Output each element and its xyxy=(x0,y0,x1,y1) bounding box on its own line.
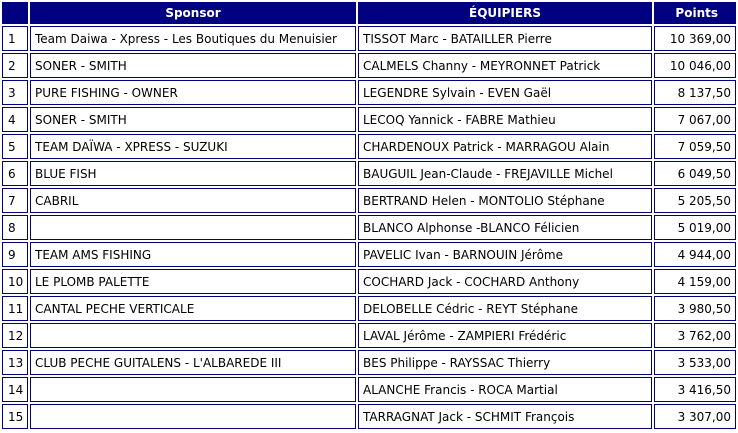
sponsor-cell: SONER - SMITH xyxy=(30,53,356,78)
sponsor-cell: TEAM DAÏWA - XPRESS - SUZUKI xyxy=(30,134,356,159)
points-cell: 4 944,00 xyxy=(654,242,736,267)
points-cell: 10 046,00 xyxy=(654,53,736,78)
sponsor-cell: TEAM AMS FISHING xyxy=(30,242,356,267)
table-row xyxy=(2,188,736,213)
points-cell: 6 049,50 xyxy=(654,161,736,186)
team-cell: DELOBELLE Cédric - REYT Stéphane xyxy=(358,296,652,321)
header-sponsor: Sponsor xyxy=(30,2,356,24)
table-row xyxy=(2,296,736,321)
team-cell: PAVELIC Ivan - BARNOUIN Jérôme xyxy=(358,242,652,267)
rank-cell: 4 xyxy=(2,107,28,132)
table-row xyxy=(2,377,736,402)
header-rank xyxy=(2,2,28,24)
team-cell: TISSOT Marc - BATAILLER Pierre xyxy=(358,26,652,51)
team-cell: LECOQ Yannick - FABRE Mathieu xyxy=(358,107,652,132)
table-row xyxy=(2,107,736,132)
team-cell: BES Philippe - RAYSSAC Thierry xyxy=(358,350,652,375)
sponsor-cell: CABRIL xyxy=(30,188,356,213)
table-row xyxy=(2,26,736,51)
rank-cell: 9 xyxy=(2,242,28,267)
points-cell: 7 059,50 xyxy=(654,134,736,159)
table-body xyxy=(2,26,736,429)
sponsor-cell: LE PLOMB PALETTE xyxy=(30,269,356,294)
rank-cell: 2 xyxy=(2,53,28,78)
rank-cell: 6 xyxy=(2,161,28,186)
team-cell: CHARDENOUX Patrick - MARRAGOU Alain xyxy=(358,134,652,159)
table-row xyxy=(2,53,736,78)
rank-cell: 3 xyxy=(2,80,28,105)
rank-cell: 5 xyxy=(2,134,28,159)
rank-cell: 7 xyxy=(2,188,28,213)
sponsor-cell xyxy=(30,323,356,348)
points-cell: 5 205,50 xyxy=(654,188,736,213)
points-cell: 5 019,00 xyxy=(654,215,736,240)
table-row xyxy=(2,161,736,186)
table-row xyxy=(2,323,736,348)
team-cell: LAVAL Jérôme - ZAMPIERI Frédéric xyxy=(358,323,652,348)
table-row xyxy=(2,404,736,429)
points-cell: 3 762,00 xyxy=(654,323,736,348)
team-cell: ALANCHE Francis - ROCA Martial xyxy=(358,377,652,402)
header-points: Points xyxy=(654,2,736,24)
rank-cell: 8 xyxy=(2,215,28,240)
rank-cell: 11 xyxy=(2,296,28,321)
table-row xyxy=(2,350,736,375)
rank-cell: 15 xyxy=(2,404,28,429)
sponsor-cell: CLUB PECHE GUITALENS - L'ALBAREDE III xyxy=(30,350,356,375)
sponsor-cell xyxy=(30,215,356,240)
points-cell: 3 416,50 xyxy=(654,377,736,402)
team-cell: COCHARD Jack - COCHARD Anthony xyxy=(358,269,652,294)
sponsor-cell: SONER - SMITH xyxy=(30,107,356,132)
sponsor-cell xyxy=(30,404,356,429)
points-cell: 4 159,00 xyxy=(654,269,736,294)
rank-cell: 12 xyxy=(2,323,28,348)
team-cell: BAUGUIL Jean-Claude - FREJAVILLE Michel xyxy=(358,161,652,186)
points-cell: 3 980,50 xyxy=(654,296,736,321)
table-row xyxy=(2,215,736,240)
table-row xyxy=(2,242,736,267)
sponsor-cell: PURE FISHING - OWNER xyxy=(30,80,356,105)
team-cell: BERTRAND Helen - MONTOLIO Stéphane xyxy=(358,188,652,213)
sponsor-cell: Team Daiwa - Xpress - Les Boutiques du Menuisier xyxy=(30,26,356,51)
header-row xyxy=(2,2,736,24)
team-cell: LEGENDRE Sylvain - EVEN Gaël xyxy=(358,80,652,105)
points-cell: 10 369,00 xyxy=(654,26,736,51)
team-cell: TARRAGNAT Jack - SCHMIT François xyxy=(358,404,652,429)
table-row xyxy=(2,134,736,159)
team-cell: BLANCO Alphonse -BLANCO Félicien xyxy=(358,215,652,240)
points-cell: 7 067,00 xyxy=(654,107,736,132)
points-cell: 8 137,50 xyxy=(654,80,736,105)
points-cell: 3 533,00 xyxy=(654,350,736,375)
table-row xyxy=(2,80,736,105)
table-row xyxy=(2,269,736,294)
points-cell: 3 307,00 xyxy=(654,404,736,429)
team-cell: CALMELS Channy - MEYRONNET Patrick xyxy=(358,53,652,78)
header-team: ÉQUIPIERS xyxy=(358,2,652,24)
rank-cell: 13 xyxy=(2,350,28,375)
sponsor-cell: BLUE FISH xyxy=(30,161,356,186)
sponsor-cell: CANTAL PECHE VERTICALE xyxy=(30,296,356,321)
sponsor-cell xyxy=(30,377,356,402)
rank-cell: 14 xyxy=(2,377,28,402)
rank-cell: 10 xyxy=(2,269,28,294)
rank-cell: 1 xyxy=(2,26,28,51)
